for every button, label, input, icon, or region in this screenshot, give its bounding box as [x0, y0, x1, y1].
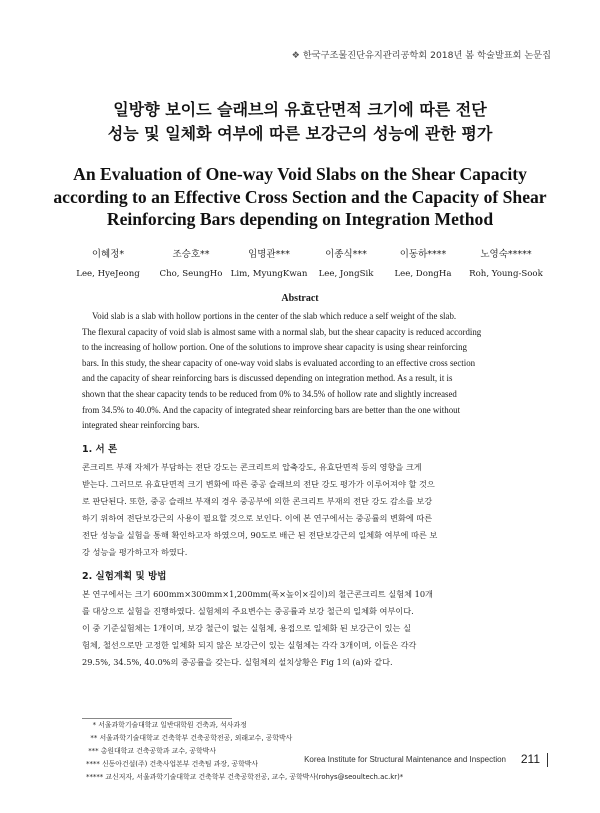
footnote: ***** 교신저자, 서울과학기술대학교 건축학부 건축공학전공, 교수, 공학박사(rohys@seoultech.ac.kr)* — [86, 773, 404, 781]
body-line: 전단 성능을 실험을 통해 확인하고자 하였으며, 90도로 배근 된 전단보강근의 일체화 여부에 따른 보 — [82, 530, 438, 540]
author-name-en: Lim, MyungKwan — [230, 269, 308, 279]
author-name-ko: 조승호** — [172, 249, 210, 260]
footnote: * 서울과학기술대학교 일반대학원 건축과, 석사과정 — [86, 721, 247, 729]
author — [229, 248, 309, 281]
abstract-line: to the increasing of hollow portion. One of the solutions to improve shear capacity is using shear reinforcing — [82, 342, 467, 353]
korean-title-line: 성능 및 일체화 여부에 따른 보강근의 성능에 관한 평가 — [107, 124, 493, 143]
body-line: 를 대상으로 실험을 진행하였다. 실험체의 주요변수는 중공률과 보강 철근의 일체화 여부이다. — [82, 606, 414, 616]
abstract-line: Void slab is a slab with hollow portions in the center of the slab which reduce a self weight of the slab. — [92, 311, 457, 321]
section-methods-body — [82, 586, 522, 671]
abstract-heading: Abstract — [281, 293, 319, 304]
running-header — [292, 47, 551, 61]
author-name-en: Lee, DongHa — [394, 269, 452, 279]
body-line: 하기 위하여 전단보강근의 사용이 필요할 것으로 보인다. 이에 본 연구에서는 중공률의 변화에 따른 — [82, 513, 433, 523]
korean-title — [0, 98, 600, 146]
footnote: ** 서울과학기술대학교 건축학부 건축공학전공, 외래교수, 공학박사 — [86, 734, 293, 742]
english-title-line: An Evaluation of One-way Void Slabs on the Shear Capacity — [73, 164, 527, 184]
abstract-line: bars. In this study, the shear capacity of one-way void slabs is evaluated according to an effective cross section — [82, 357, 476, 368]
abstract-line: and the capacity of shear reinforcing bars is discussed depending on integration method. As a result, it is — [82, 373, 453, 384]
author-name-ko: 임명관*** — [248, 249, 290, 260]
page-number: 211 — [520, 752, 540, 766]
body-line: 본 연구에서는 크기 600mm×300mm×1,200mm(폭×높이×길이)의 철근콘크리트 실험체 10개 — [82, 589, 433, 599]
body-line: 29.5%, 34.5%, 40.0%의 중공률을 갖는다. 실험체의 설치상황은 Fig 1의 (a)와 같다. — [82, 657, 393, 667]
author — [151, 248, 231, 281]
footer-organization: Korea Institute for Structural Maintenance and Inspection — [304, 755, 506, 764]
english-title — [0, 163, 600, 231]
abstract-body — [82, 309, 520, 434]
body-line: 험체, 철선으로만 고정한 일체화 되지 않은 보강근이 있는 실험체는 각각 3개이며, 이들은 각각 — [82, 640, 417, 650]
english-title-line: Reinforcing Bars depending on Integration Method — [106, 209, 494, 229]
author-name-ko: 이동하**** — [399, 249, 447, 260]
author — [68, 248, 148, 281]
header-text: 한국구조물진단유지관리공학회 2018년 봄 학술발표회 논문집 — [302, 50, 551, 61]
author — [383, 248, 463, 281]
korean-title-line: 일방향 보이드 슬래브의 유효단면적 크기에 따른 전단 — [113, 100, 487, 119]
author-name-en: Roh, Young-Sook — [469, 269, 543, 279]
author-name-en: Cho, SeungHo — [159, 269, 223, 279]
body-line: 강 성능을 평가하고자 하였다. — [82, 547, 188, 557]
author-name-en: Lee, HyeJeong — [76, 269, 140, 279]
section-heading-introduction: 1. 서 론 — [82, 444, 118, 455]
abstract-line: integrated shear reinforcing bars. — [82, 420, 200, 431]
section-introduction-body — [82, 459, 522, 561]
author-name-ko: 노영숙***** — [480, 249, 532, 260]
header-mark-icon: ❖ — [291, 50, 300, 61]
footnotes — [86, 719, 403, 784]
author — [466, 248, 546, 281]
abstract-line: from 34.5% to 40.0%. And the capacity of integrated shear reinforcing bars are better than the one without — [82, 404, 461, 415]
section-heading-methods: 2. 실험계획 및 방법 — [82, 571, 167, 582]
abstract-line: shown that the shear capacity tends to be reduced from 0% to 34.5% of hollow rate and slightly increased — [82, 388, 457, 399]
abstract-line: The flexural capacity of void slab is almost same with a normal slab, but the shear capacity is reduced according — [82, 326, 482, 337]
author — [306, 248, 386, 281]
english-title-line: according to an Effective Cross Section and the Capacity of Shear — [53, 186, 547, 207]
author-name-en: Lee, JongSik — [318, 269, 374, 279]
body-line: 로 판단된다. 또한, 중공 슬래브 부재의 경우 중공부에 의한 콘크리트 부재의 전단 강도 감소를 보강 — [82, 496, 433, 506]
body-line: 이 중 기준실험체는 1개이며, 보강 철근이 없는 실험체, 용접으로 일체화 된 보강근이 있는 실 — [82, 623, 411, 633]
footnote: **** 신동아건설(주) 건축사업본부 건축팀 과장, 공학박사 — [86, 760, 259, 768]
page-number-divider — [547, 753, 548, 767]
author-name-ko: 이종식*** — [325, 249, 367, 260]
footnote: *** 총원대학교 건축공학과 교수, 공학박사 — [86, 747, 216, 755]
body-line: 받는다. 그러므로 유효단면적 크기 변화에 따른 중공 슬래브의 전단 강도 평가가 이루어져야 할 것으 — [82, 479, 435, 489]
author-name-ko: 이혜정* — [91, 249, 125, 260]
body-line: 콘크리트 부재 자체가 부담하는 전단 강도는 콘크리트의 압축강도, 유효단면적 등의 영향을 크게 — [82, 462, 422, 472]
